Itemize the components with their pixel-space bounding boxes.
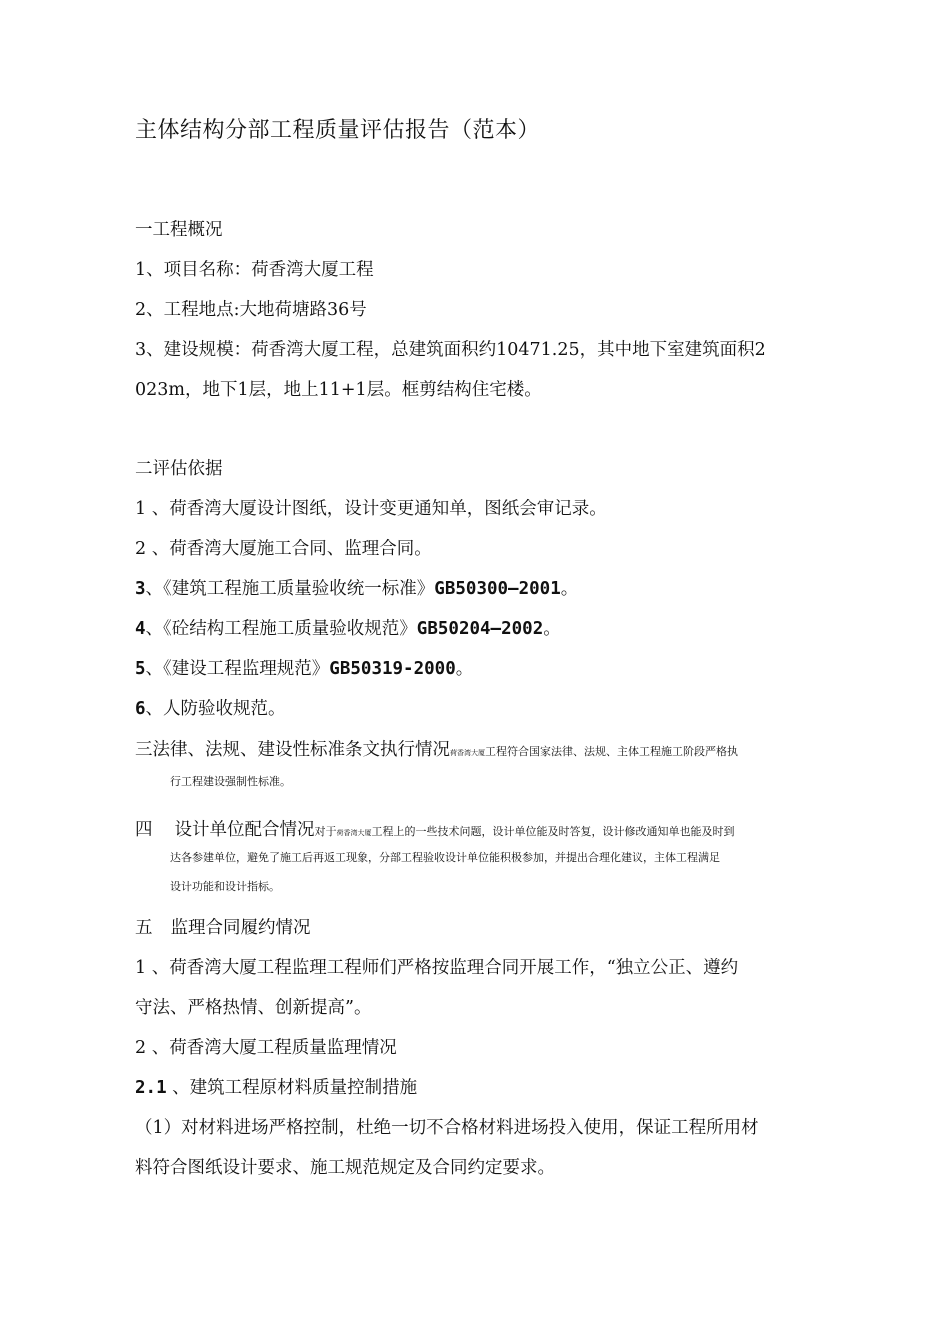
section-3-line-2: 行工程建设强制性标准。 (170, 775, 291, 788)
project-name-line: 1、项目名称：荷香湾大厦工程 (135, 260, 374, 280)
section-4-project-tiny: 荷香湾大厦 (336, 829, 372, 837)
basis-item-3-end: 。 (560, 579, 579, 599)
supervision-item-2-1-number: 2.1 (135, 1078, 167, 1098)
supervision-item-2: 2 、荷香湾大厦工程质量监理情况 (135, 1038, 397, 1058)
supervision-item-1-cont: 守法、严格热情、创新提高”。 (135, 998, 372, 1018)
basis-item-5-text: 、《建设工程监理规范》 (145, 659, 330, 679)
section-4-number: 四 (135, 820, 153, 840)
section-4-line-1 (135, 818, 735, 845)
section-4-text: 工程上的一些技术问题，设计单位能及时答复，设计修改通知单也能及时到 (371, 825, 735, 838)
supervision-item-1: 1 、荷香湾大厦工程监理工程师们严格按监理合同开展工作，“独立公正、遵约 (135, 958, 739, 978)
supervision-item-2-1 (135, 1076, 417, 1100)
project-scale-line: 3、建设规模：荷香湾大厦工程，总建筑面积约10471.25，其中地下室建筑面积2 (135, 340, 766, 360)
supervision-item-2-1-text: 、建筑工程原材料质量控制措施 (166, 1078, 418, 1098)
basis-item-4-number: 4 (135, 619, 146, 639)
section-3-heading: 三法律、法规、建设性标准条文执行情况 (135, 740, 450, 760)
project-scale-line-2: 023m，地下1层，地上11+1层。框剪结构住宅楼。 (135, 380, 542, 400)
section-4-line-2: 达各参建单位，避免了施工后再返工现象，分部工程验收设计单位能积极参加，并提出合理化建议，主体工程满足 (170, 851, 720, 864)
basis-item-3 (135, 577, 578, 601)
section-3-project-tiny: 荷香湾大厦 (450, 749, 485, 757)
basis-item-2: 2 、荷香湾大厦施工合同、监理合同。 (135, 539, 432, 559)
basis-item-4-end: 。 (543, 619, 561, 639)
material-control-para: （1）对材料进场严格控制，杜绝一切不合格材料进场投入使用，保证工程所用材 (135, 1118, 759, 1138)
basis-item-4 (135, 617, 561, 641)
section-5-heading-line (135, 916, 311, 940)
basis-item-4-code: GB50204—2002 (416, 619, 544, 639)
section-4-line-3: 设计功能和设计指标。 (170, 880, 280, 893)
basis-item-5-end: 。 (455, 659, 474, 679)
section-1-heading: 一工程概况 (135, 220, 223, 240)
basis-item-6 (135, 697, 286, 721)
basis-item-6-text: 、人防验收规范。 (145, 699, 286, 719)
section-5-heading: 监理合同履约情况 (170, 918, 311, 938)
page-title: 主体结构分部工程质量评估报告（范本） (135, 118, 541, 143)
section-4-heading: 设计单位配合情况 (174, 820, 315, 840)
basis-item-5 (135, 657, 473, 681)
basis-item-4-text: 、《砼结构工程施工质量验收规范》 (145, 619, 417, 639)
material-control-para-cont: 料符合图纸设计要求、施工规范规定及合同约定要求。 (135, 1158, 555, 1178)
section-3-line-1 (135, 738, 738, 765)
section-5-number: 五 (135, 918, 153, 938)
basis-item-1: 1 、荷香湾大厦设计图纸，设计变更通知单，图纸会审记录。 (135, 499, 607, 519)
section-4-pre: 对于 (314, 825, 337, 838)
basis-item-6-number: 6 (135, 699, 146, 719)
section-2-heading: 二评估依据 (135, 459, 223, 479)
basis-item-3-text: 、《建筑工程施工质量验收统一标准》 (145, 579, 435, 599)
project-location-line: 2、工程地点:大地荷塘路36号 (135, 300, 367, 320)
basis-item-5-number: 5 (135, 659, 146, 679)
basis-item-5-code: GB50319-2000 (329, 659, 456, 679)
section-3-text: 工程符合国家法律、法规、主体工程施工阶段严格执 (485, 745, 738, 758)
basis-item-3-number: 3 (135, 579, 146, 599)
basis-item-3-code: GB50300—2001 (434, 579, 561, 599)
